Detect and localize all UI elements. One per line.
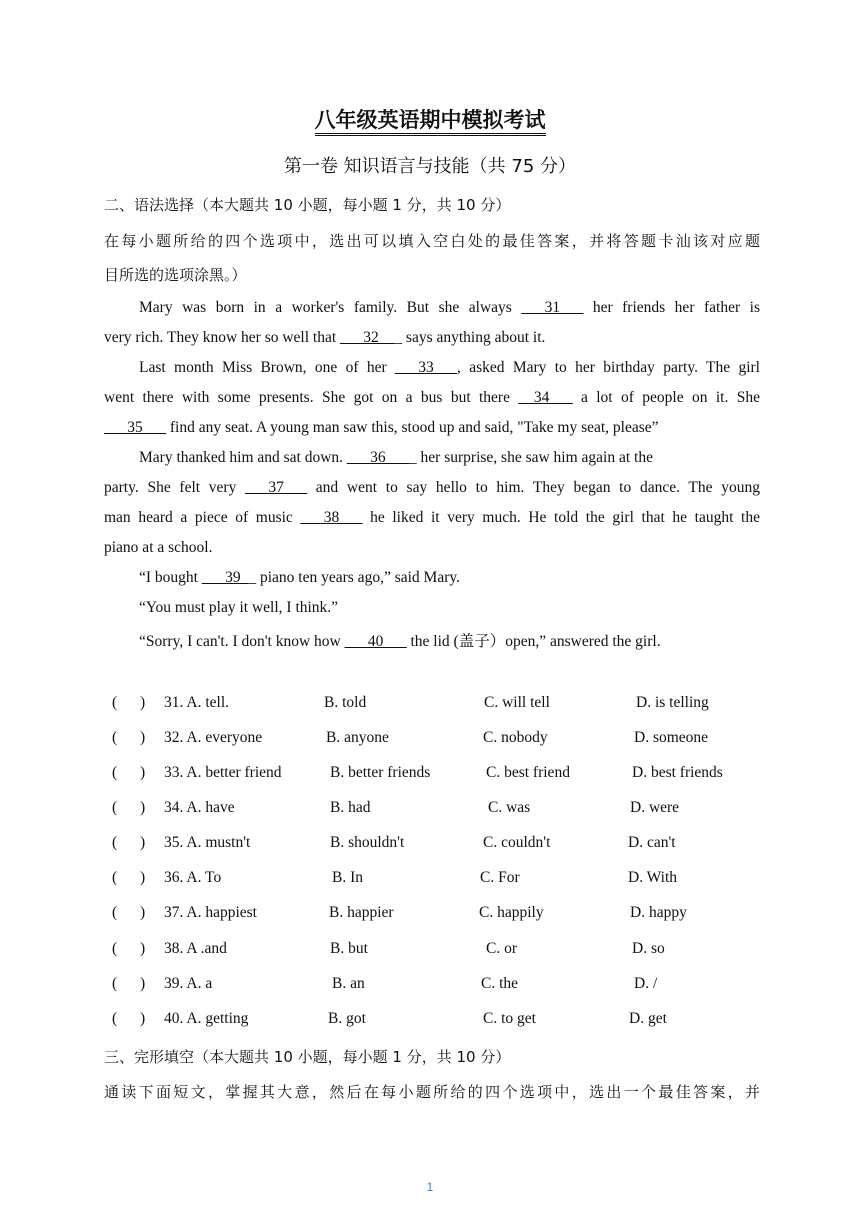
section-3-instruction-line-1: 通读下面短文，掌握其大意，然后在每小题所给的四个选项中，选出一个最佳答案，并 <box>104 1083 760 1101</box>
option-b: B. anyone <box>326 729 389 746</box>
option-c: C. couldn't <box>483 834 551 851</box>
blank-40: ___40___ <box>344 633 407 650</box>
blank-31: ___31___ <box>521 299 584 316</box>
option-c: C. or <box>486 940 517 957</box>
page-number: 1 <box>426 1180 434 1194</box>
page-subtitle: 第一卷 知识语言与技能（共 75 分） <box>283 156 577 177</box>
passage-line: “You must play it well, I think.” <box>139 599 339 616</box>
option-c: C. best friend <box>486 764 570 781</box>
option-b: B. In <box>332 869 363 886</box>
blank-34: __34___ <box>518 389 573 406</box>
option-d: D. happy <box>630 904 687 921</box>
answer-paren-close: ) <box>140 975 146 992</box>
option-b: B. but <box>330 940 368 957</box>
option-d: D. were <box>630 799 680 816</box>
passage-line: Last month Miss Brown, one of her ___33___, asked Mary to her birthday party. The girl <box>139 359 760 376</box>
option-a: 32. A. everyone <box>164 729 263 746</box>
blank-38: ___38___ <box>300 509 363 526</box>
passage-line: man heard a piece of music ___38___ he liked it very much. He told the girl that he taught the <box>104 509 760 526</box>
question-row-34 <box>104 799 764 819</box>
option-c: C. the <box>481 975 519 992</box>
passage-line: very rich. They know her so well that ___32___ says anything about it. <box>104 329 546 346</box>
option-a: 33. A. better friend <box>164 764 282 781</box>
blank-32: ___32__ <box>340 329 395 346</box>
answer-paren-close: ) <box>140 799 146 816</box>
option-d: D. can't <box>628 834 676 851</box>
passage-line: ___35___ find any seat. A young man saw this, stood up and said, "Take my seat, please” <box>104 419 659 436</box>
blank-36: ___36___ <box>346 449 409 466</box>
answer-paren-close: ) <box>140 904 146 921</box>
option-a: 40. A. getting <box>164 1010 249 1027</box>
option-c: C. happily <box>479 904 544 921</box>
passage-line: Mary thanked him and sat down. ___36____ her surprise, she saw him again at the <box>139 449 653 466</box>
section-2-instruction-line-2: 目所选的选项涂黑。） <box>104 266 247 284</box>
answer-paren-open[interactable]: ( <box>112 694 118 711</box>
option-a: 37. A. happiest <box>164 904 257 921</box>
option-d: D. / <box>634 975 658 992</box>
blank-33: ___33___ <box>394 359 457 376</box>
option-d: D. is telling <box>636 694 709 711</box>
section-2-instruction-line-1: 在每小题所给的四个选项中，选出可以填入空白处的最佳答案，并将答题卡汕该对应题 <box>104 232 760 250</box>
passage-line: Mary was born in a worker's family. But she always ___31___ her friends her father is <box>139 299 760 316</box>
option-b: B. had <box>330 799 371 816</box>
option-a: 38. A .and <box>164 940 227 957</box>
option-a: 34. A. have <box>164 799 235 816</box>
blank-39: ___39_ <box>201 569 249 586</box>
option-b: B. told <box>324 694 367 711</box>
question-row-35 <box>104 834 764 854</box>
answer-paren-close: ) <box>140 694 146 711</box>
answer-paren-open[interactable]: ( <box>112 975 118 992</box>
answer-paren-close: ) <box>140 764 146 781</box>
answer-paren-open[interactable]: ( <box>112 940 118 957</box>
option-d: D. so <box>632 940 665 957</box>
option-c: C. was <box>488 799 531 816</box>
option-d: D. With <box>628 869 678 886</box>
blank-35: ___35___ <box>104 419 166 436</box>
option-a: 39. A. a <box>164 975 213 992</box>
passage-line: party. She felt very ___37___ and went to say hello to him. They began to dance. The young <box>104 479 760 496</box>
option-a: 36. A. To <box>164 869 222 886</box>
question-row-32 <box>104 729 764 749</box>
page-title: 八年级英语期中模拟考试 <box>0 104 860 134</box>
option-b: B. got <box>328 1010 366 1027</box>
answer-paren-close: ) <box>140 729 146 746</box>
answer-paren-open[interactable]: ( <box>112 729 118 746</box>
passage-line: piano at a school. <box>104 539 213 556</box>
option-b: B. an <box>332 975 365 992</box>
option-b: B. shouldn't <box>330 834 405 851</box>
option-c: C. For <box>480 869 520 886</box>
answer-paren-open[interactable]: ( <box>112 799 118 816</box>
question-row-39 <box>104 975 764 995</box>
question-row-33 <box>104 764 764 784</box>
option-c: C. nobody <box>483 729 548 746</box>
question-row-38 <box>104 940 764 960</box>
option-c: C. to get <box>483 1010 536 1027</box>
answer-paren-close: ) <box>140 1010 146 1027</box>
option-a: 35. A. mustn't <box>164 834 251 851</box>
option-b: B. better friends <box>330 764 431 781</box>
answer-paren-open[interactable]: ( <box>112 869 118 886</box>
passage-line: “Sorry, I can't. I don't know how ___40___ the lid (盖子）open,” answered the girl. <box>139 633 661 650</box>
answer-paren-open[interactable]: ( <box>112 904 118 921</box>
passage-line: went there with some presents. She got on a bus but there __34___ a lot of people on it. She <box>104 389 760 406</box>
option-d: D. someone <box>634 729 709 746</box>
answer-paren-open[interactable]: ( <box>112 1010 118 1027</box>
answer-paren-open[interactable]: ( <box>112 834 118 851</box>
question-row-40 <box>104 1010 764 1030</box>
option-b: B. happier <box>329 904 394 921</box>
section-2-heading: 二、语法选择（本大题共 10 小题，每小题 1 分，共 10 分） <box>104 196 511 214</box>
blank-37: ___37___ <box>245 479 308 496</box>
option-c: C. will tell <box>484 694 550 711</box>
answer-paren-close: ) <box>140 869 146 886</box>
option-d: D. get <box>629 1010 667 1027</box>
section-3-heading: 三、完形填空（本大题共 10 小题，每小题 1 分，共 10 分） <box>104 1048 511 1066</box>
question-row-37 <box>104 904 764 924</box>
answer-paren-open[interactable]: ( <box>112 764 118 781</box>
answer-paren-close: ) <box>140 940 146 957</box>
option-d: D. best friends <box>632 764 723 781</box>
answer-paren-close: ) <box>140 834 146 851</box>
question-row-36 <box>104 869 764 889</box>
passage-line: “I bought ___39__ piano ten years ago,” said Mary. <box>139 569 460 586</box>
question-row-31 <box>104 694 764 714</box>
option-a: 31. A. tell. <box>164 694 230 711</box>
